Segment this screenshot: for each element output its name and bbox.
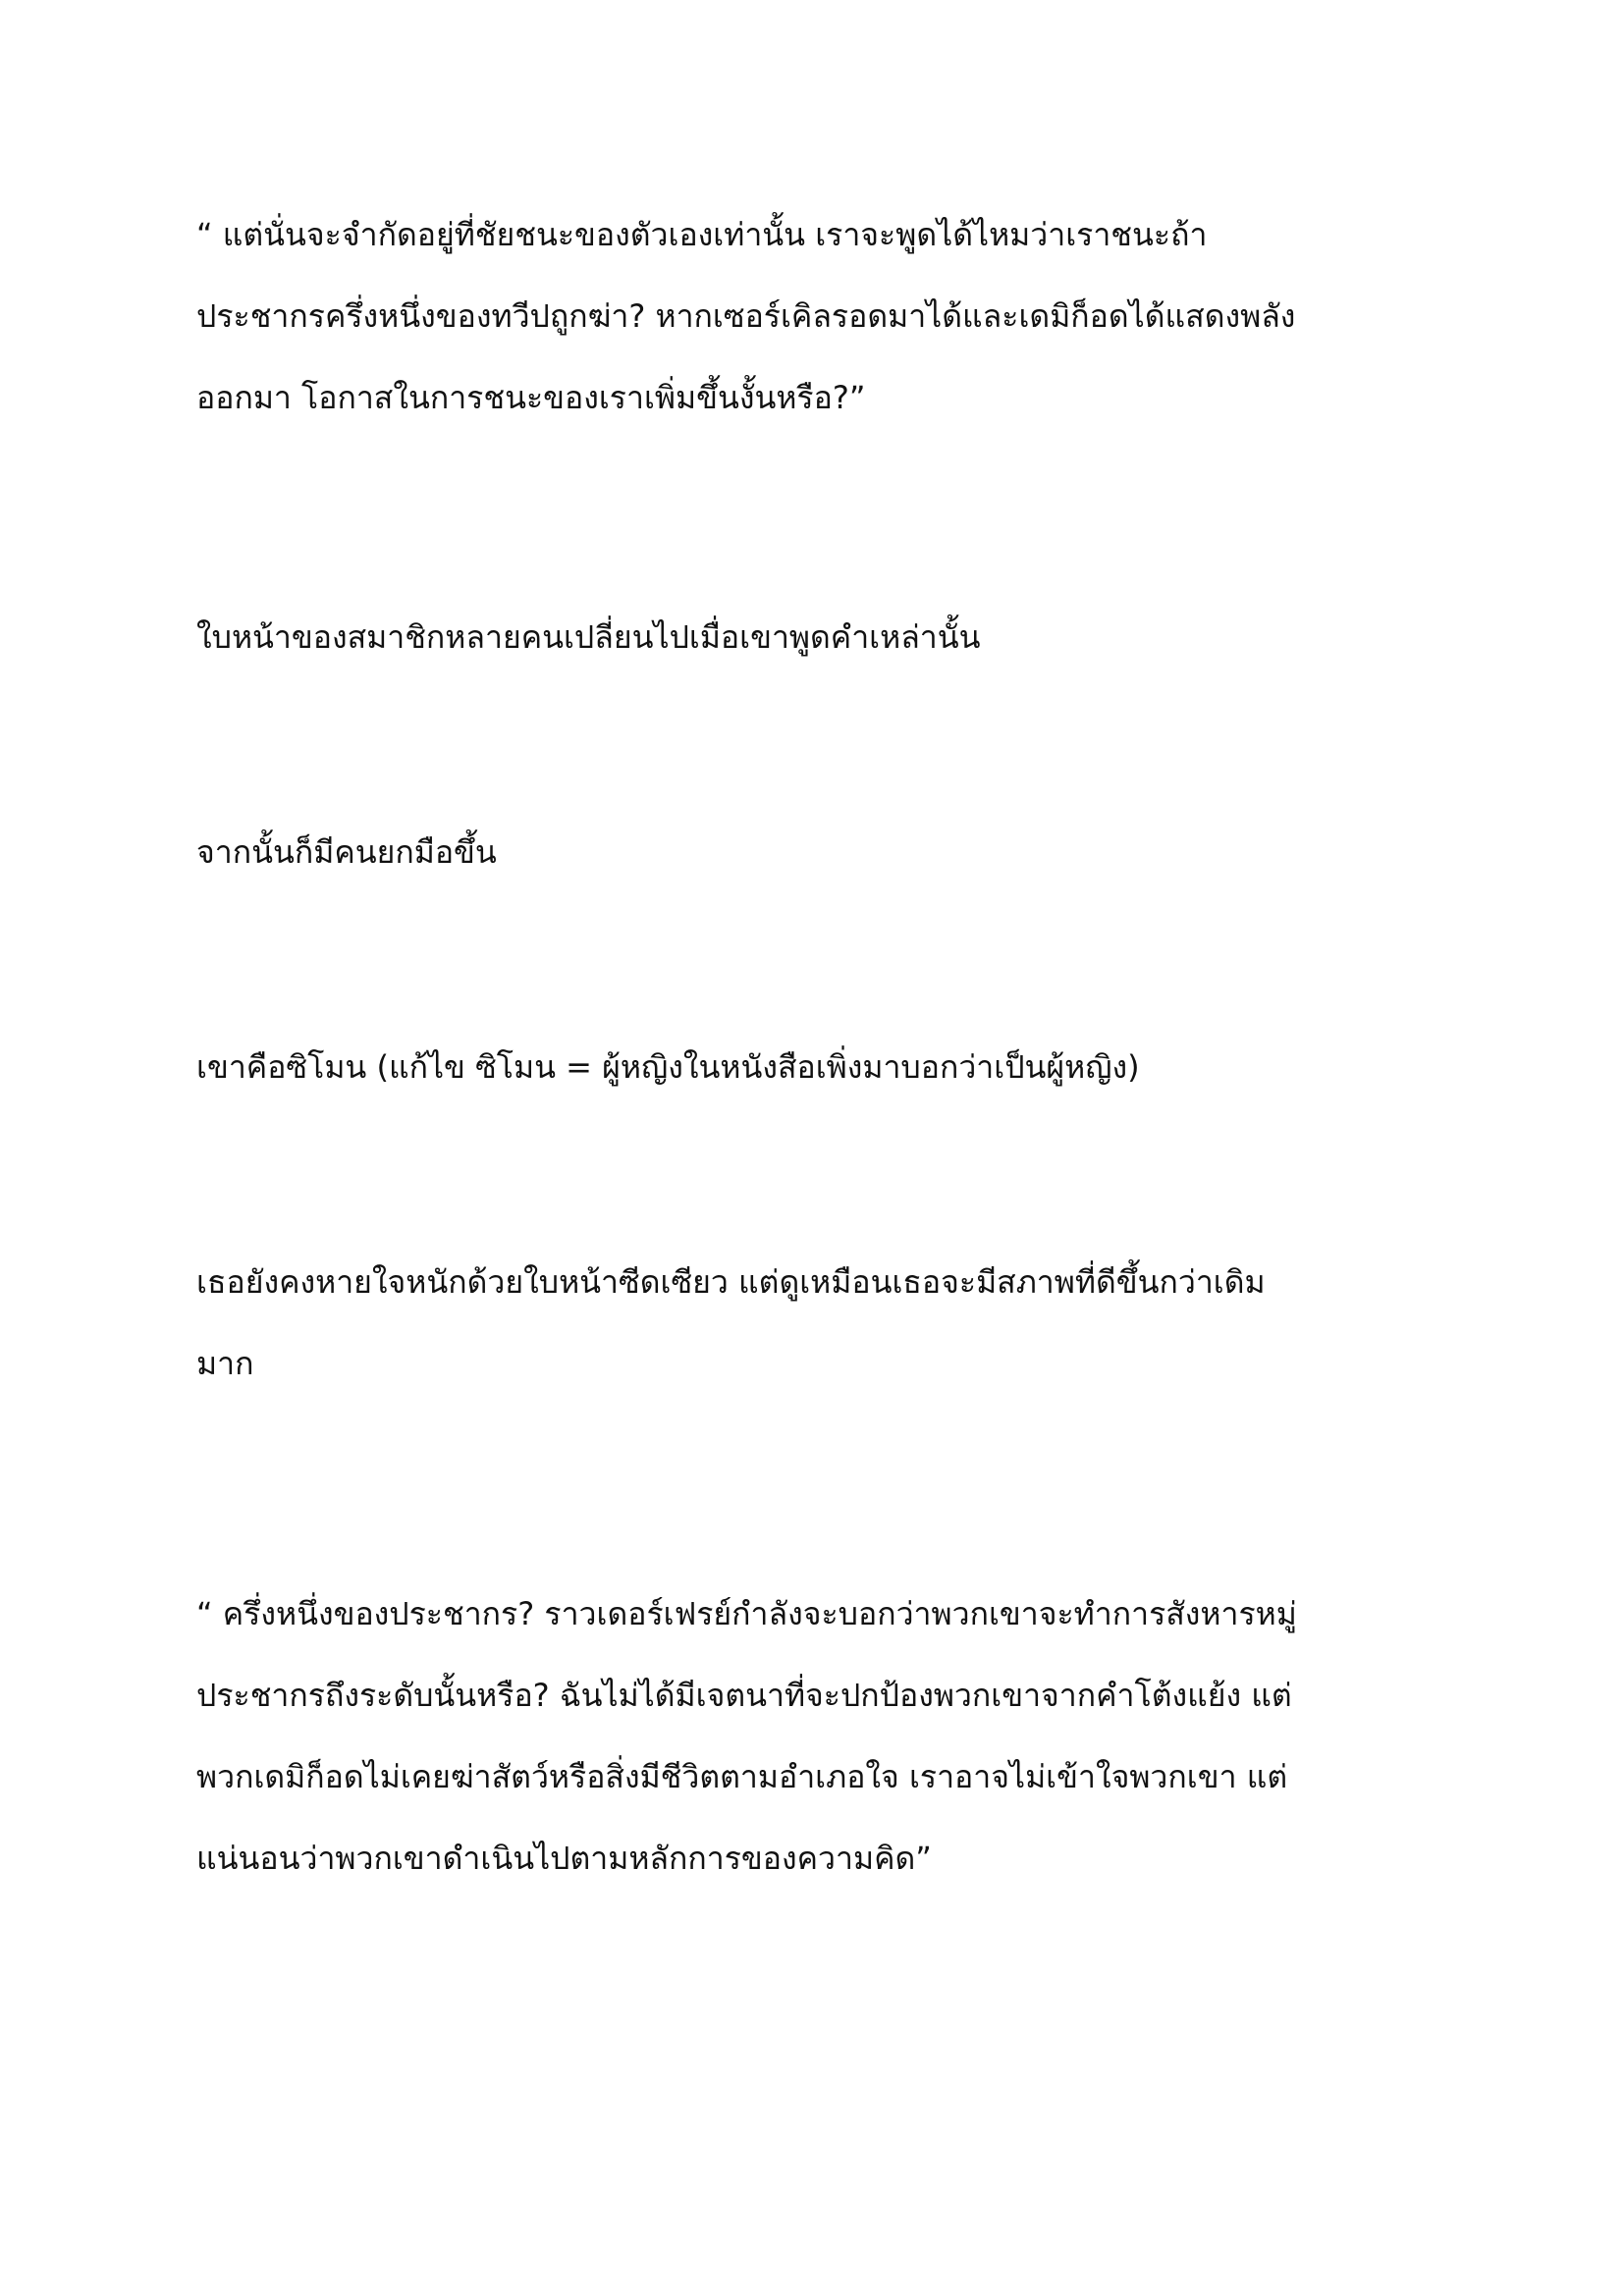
paragraph-dialogue-population	[196, 1574, 1434, 1899]
paragraph-faces-changed	[196, 597, 1434, 678]
text-line: ประชากรถึงระดับนั้นหรือ? ฉันไม่ได้มีเจตนาที่จะปกป้องพวกเขาจากคำโต้งแย้ง แต่	[196, 1677, 1292, 1714]
text-line: ออกมา โอกาสในการชนะของเราเพิ่มขึ้นงั้นหรือ?”	[196, 379, 866, 416]
text-line: “ ครึ่งหนึ่งของประชากร? ราวเดอร์เฟรย์กำลังจะบอกว่าพวกเขาจะทำการสังหารหมู่	[196, 1595, 1297, 1632]
text-line: เธอยังคงหายใจหนักด้วยใบหน้าซีดเซียว แต่ดูเหมือนเธอจะมีสภาพที่ดีขึ้นกว่าเดิม	[196, 1263, 1266, 1301]
text-line: เขาคือซิโมน (แก้ไข ซิโมน = ผู้หญิงในหนังสือเพิ่งมาบอกว่าเป็นผู้หญิง)	[196, 1048, 1140, 1086]
text-line: แน่นอนว่าพวกเขาดำเนินไปตามหลักการของความคิด”	[196, 1840, 932, 1877]
text-line: พวกเดมิก็อดไม่เคยฆ่าสัตว์หรือสิ่งมีชีวิตตามอำเภอใจ เราอาจไม่เข้าใจพวกเขา แต่	[196, 1758, 1288, 1795]
text-line: จากนั้นก็มีคนยกมือขึ้น	[196, 833, 497, 871]
text-line: “ แต่นั่นจะจำกัดอยู่ที่ชัยชนะของตัวเองเท่านั้น เราจะพูดได้ไหมว่าเราชนะถ้า	[196, 216, 1208, 253]
paragraph-breathing	[196, 1242, 1434, 1405]
text-line: มาก	[196, 1345, 254, 1382]
paragraph-dialogue-victory	[196, 194, 1434, 439]
text-line: ประชากรครึ่งหนึ่งของทวีปถูกฆ่า? หากเซอร์เคิลรอดมาได้และเดมิก็อดได้แสดงพลัง	[196, 297, 1296, 335]
paragraph-simone-note	[196, 1027, 1434, 1108]
text-line: ใบหน้าของสมาชิกหลายคนเปลี่ยนไปเมื่อเขาพูดคำเหล่านั้น	[196, 618, 981, 656]
paragraph-hand-raised	[196, 812, 1434, 893]
